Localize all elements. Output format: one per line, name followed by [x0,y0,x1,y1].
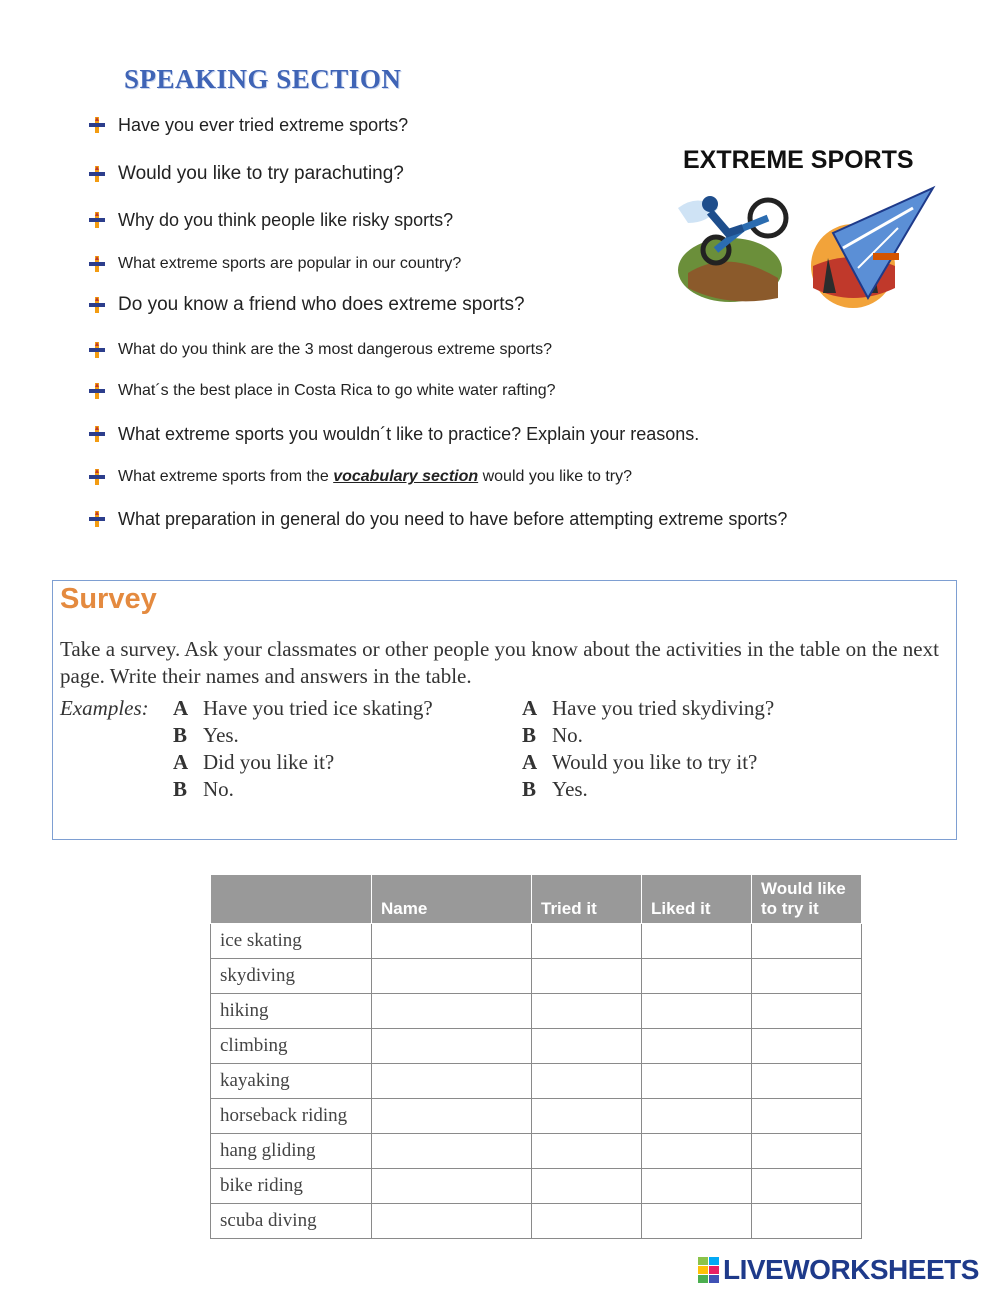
name-cell[interactable] [372,924,532,959]
extreme-sports-caption: EXTREME SPORTS [683,146,914,174]
extreme-sports-clipart [668,138,940,310]
example-speaker: A [173,696,189,720]
bullet-cross-icon [88,255,106,273]
example-speaker: A [522,696,538,720]
question-text: Have you ever tried extreme sports? [118,114,409,135]
header-liked-it: Liked it [642,875,752,924]
liveworksheets-blocks-icon [698,1257,720,1283]
question-text: Would you like to try parachuting? [118,163,404,184]
header-tried-it: Tried it [532,875,642,924]
table-row [211,1099,862,1134]
liked-it-cell[interactable] [642,959,752,994]
activity-cell: bike riding [211,1169,372,1204]
activity-cell: horseback riding [211,1099,372,1134]
bullet-cross-icon [88,510,106,528]
bullet-cross-icon [88,382,106,400]
activity-cell: climbing [211,1029,372,1064]
question-text-after: would you like to try? [478,468,632,485]
bullet-cross-icon [88,341,106,359]
question-item [88,378,556,404]
survey-box [52,580,957,840]
example-speaker: B [173,777,188,801]
name-cell[interactable] [372,1169,532,1204]
activity-cell: scuba diving [211,1204,372,1239]
example-text: No. [203,777,234,801]
question-text: Why do you think people like risky sports? [118,209,454,230]
question-item [88,337,552,363]
example-text: Have you tried ice skating? [203,696,433,720]
example-text: Did you like it? [203,750,335,774]
bullet-cross-icon [88,165,106,183]
name-cell[interactable] [372,959,532,994]
liveworksheets-brand: LIVEWORKSHEETS [723,1254,979,1285]
table-row [211,1134,862,1169]
question-text: What extreme sports are popular in our country? [118,255,462,272]
speaking-section-title: SPEAKING SECTION [124,64,402,94]
question-text: What´s the best place in Costa Rica to go white water rafting? [118,382,556,399]
liked-it-cell[interactable] [642,1204,752,1239]
would-like-cell[interactable] [752,1169,862,1204]
tried-it-cell[interactable] [532,924,642,959]
survey-description: Take a survey. Ask your classmates or other people you know about the activities in the table on the next page. Write their names and answers in the table. [60,637,939,688]
example-text: Yes. [552,777,588,801]
would-like-cell[interactable] [752,924,862,959]
liked-it-cell[interactable] [642,1029,752,1064]
question-text-before: What extreme sports from the [118,468,334,485]
liveworksheets-logo [698,1255,979,1285]
extreme-sports-illustration [668,138,940,310]
question-text: Do you know a friend who does extreme sports? [118,294,525,315]
activity-cell: ice skating [211,924,372,959]
example-text: Have you tried skydiving? [552,696,775,720]
example-line [173,750,334,775]
example-speaker: A [522,750,538,774]
table-row [211,959,862,994]
tried-it-cell[interactable] [532,1169,642,1204]
question-item [88,251,461,277]
table-header-row [211,875,862,924]
name-cell[interactable] [372,994,532,1029]
question-item [88,292,525,318]
would-like-cell[interactable] [752,1134,862,1169]
would-like-cell[interactable] [752,959,862,994]
name-cell[interactable] [372,1099,532,1134]
question-text: What extreme sports you wouldn´t like to practice? Explain your reasons. [118,423,700,444]
table-row [211,1029,862,1064]
liked-it-cell[interactable] [642,1099,752,1134]
example-line [522,723,583,748]
activity-cell: skydiving [211,959,372,994]
example-speaker: A [173,750,189,774]
would-like-cell[interactable] [752,1029,862,1064]
example-line [173,777,234,802]
example-text: No. [552,723,583,747]
example-line [173,723,239,748]
table-row [211,1064,862,1099]
tried-it-cell[interactable] [532,1134,642,1169]
activity-cell: kayaking [211,1064,372,1099]
example-text: Yes. [203,723,239,747]
activity-cell: hang gliding [211,1134,372,1169]
liked-it-cell[interactable] [642,1064,752,1099]
table-row [211,994,862,1029]
tried-it-cell[interactable] [532,959,642,994]
example-speaker: B [522,723,537,747]
question-item [88,421,699,447]
question-item [88,161,404,187]
example-speaker: B [522,777,537,801]
question-text: What preparation in general do you need to have before attempting extreme sports? [118,508,788,529]
table-row [211,1169,862,1204]
liked-it-cell[interactable] [642,1169,752,1204]
header-name: Name [372,875,532,924]
name-cell[interactable] [372,1064,532,1099]
bullet-cross-icon [88,468,106,486]
name-cell[interactable] [372,1134,532,1169]
bullet-cross-icon [88,296,106,314]
would-like-cell[interactable] [752,1064,862,1099]
bullet-cross-icon [88,425,106,443]
question-item [88,207,453,233]
example-line [173,696,433,721]
example-line [522,696,774,721]
question-text [118,468,632,486]
tried-it-cell[interactable] [532,1099,642,1134]
name-cell[interactable] [372,1029,532,1064]
header-activity [211,875,372,924]
would-like-cell[interactable] [752,994,862,1029]
survey-title: Survey [60,583,157,615]
liked-it-cell[interactable] [642,924,752,959]
would-like-cell[interactable] [752,1204,862,1239]
tried-it-cell[interactable] [532,1029,642,1064]
table-row [211,1204,862,1239]
question-item [88,506,787,532]
survey-table [210,874,862,1239]
example-text: Would you like to try it? [552,750,758,774]
would-like-cell[interactable] [752,1099,862,1134]
table-row [211,924,862,959]
tried-it-cell[interactable] [532,1064,642,1099]
example-line [522,777,588,802]
liked-it-cell[interactable] [642,1134,752,1169]
examples-label: Examples: [60,696,149,720]
activity-cell: hiking [211,994,372,1029]
tried-it-cell[interactable] [532,1204,642,1239]
example-speaker: B [173,723,188,747]
bullet-cross-icon [88,116,106,134]
liked-it-cell[interactable] [642,994,752,1029]
question-item [88,112,408,138]
name-cell[interactable] [372,1204,532,1239]
vocabulary-section-link: vocabulary section [333,468,479,485]
example-line [522,750,757,775]
tried-it-cell[interactable] [532,994,642,1029]
question-text: What do you think are the 3 most dangerous extreme sports? [118,341,553,358]
question-item [88,464,632,490]
header-would-like-to-try-it: Would like to try it [752,875,862,924]
bullet-cross-icon [88,211,106,229]
